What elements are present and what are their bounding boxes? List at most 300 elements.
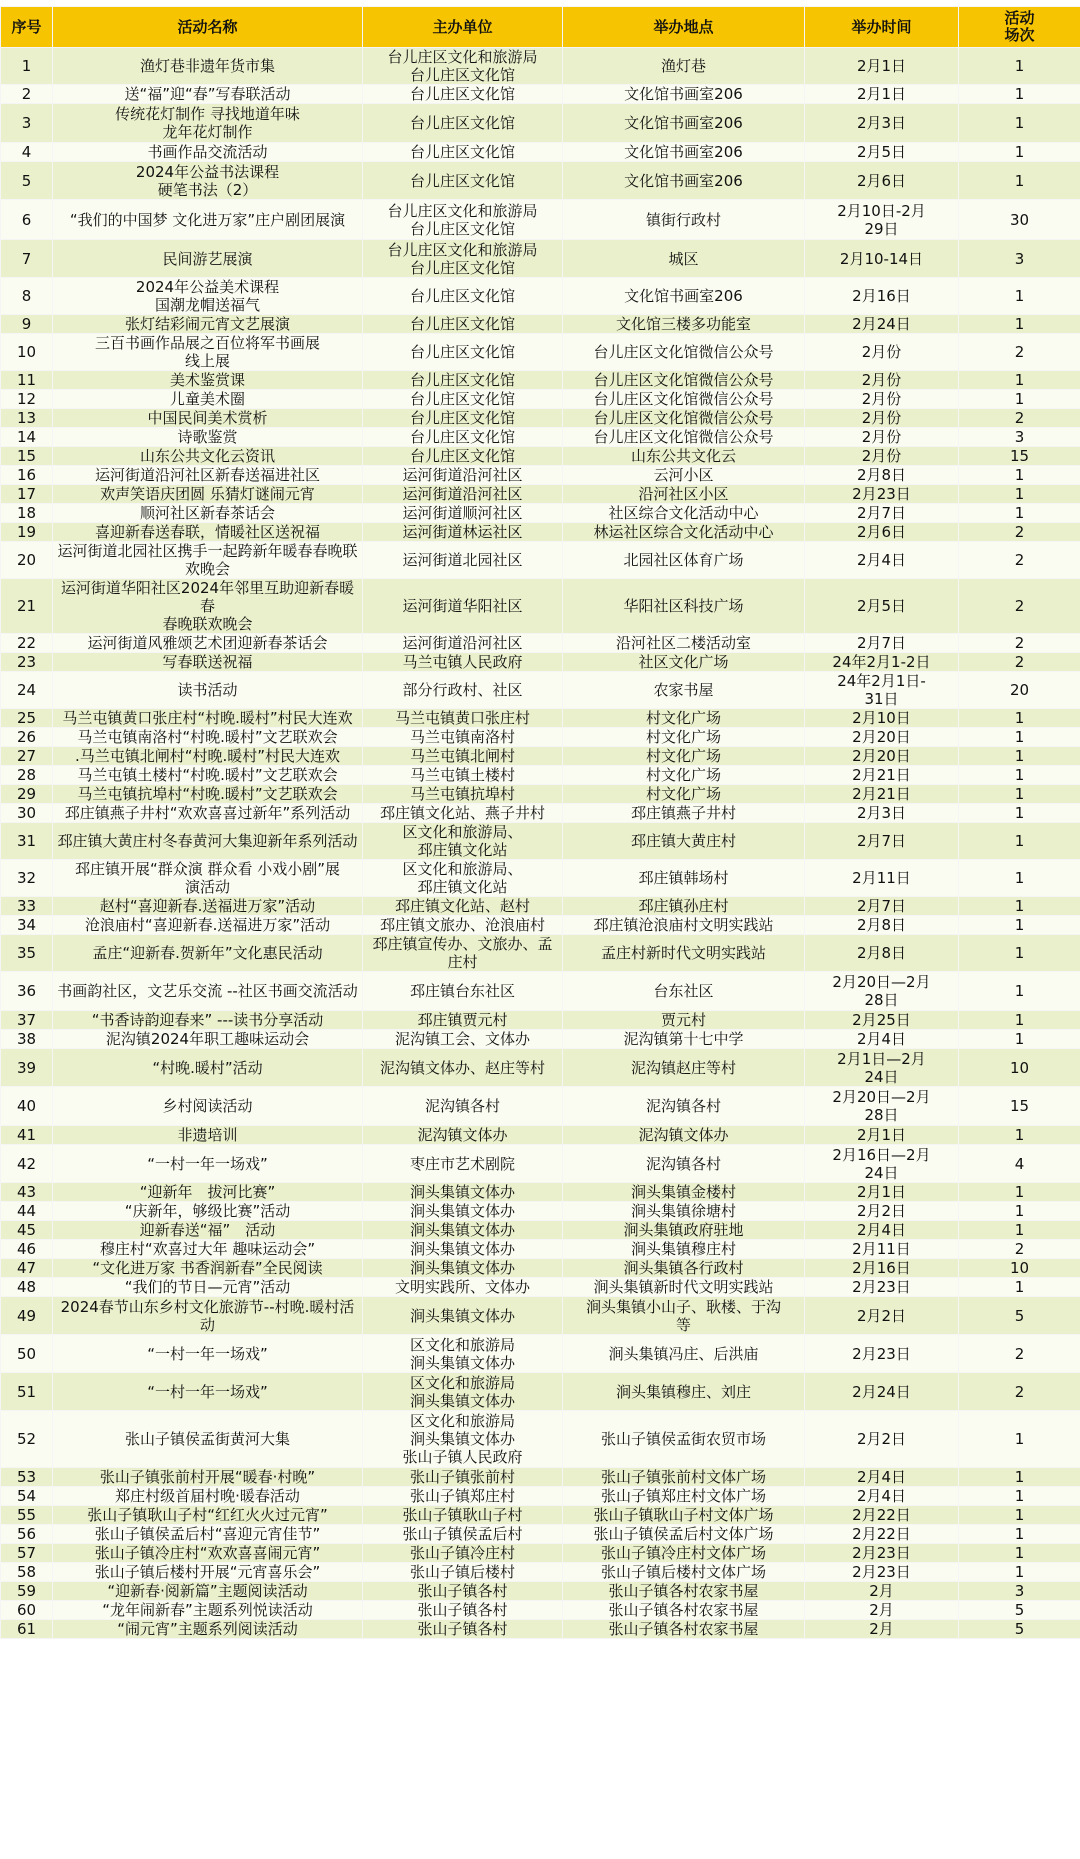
cell-index: 38 <box>1 1030 53 1049</box>
cell-date: 2月10日 <box>805 709 959 728</box>
cell-index: 44 <box>1 1202 53 1221</box>
cell-index: 8 <box>1 278 53 315</box>
cell-date: 2月 <box>805 1582 959 1601</box>
cell-activity-name: 张山子镇张前村开展“暖春·村晚” <box>53 1468 363 1487</box>
cell-organizer: 涧头集镇文体办 <box>363 1183 563 1202</box>
cell-index: 49 <box>1 1297 53 1335</box>
cell-session-count: 2 <box>959 634 1080 653</box>
table-row <box>1 1601 1080 1620</box>
cell-organizer: 邳庄镇文化站、燕子井村 <box>363 804 563 823</box>
cell-venue: 文化馆书画室206 <box>563 85 805 104</box>
cell-venue: 台儿庄区文化馆微信公众号 <box>563 409 805 428</box>
cell-index: 29 <box>1 785 53 804</box>
cell-organizer: 张山子镇后楼村 <box>363 1563 563 1582</box>
cell-organizer: 台儿庄区文化馆 <box>363 315 563 334</box>
cell-index: 17 <box>1 485 53 504</box>
cell-date: 2月16日—2月 24日 <box>805 1145 959 1183</box>
cell-organizer: 泥沟镇文体办、赵庄等村 <box>363 1049 563 1087</box>
table-row <box>1 1278 1080 1297</box>
cell-session-count: 1 <box>959 916 1080 935</box>
cell-session-count: 1 <box>959 785 1080 804</box>
cell-session-count: 2 <box>959 334 1080 371</box>
cell-index: 47 <box>1 1259 53 1278</box>
cell-venue: 涧头集镇小山子、耿楼、于沟 等 <box>563 1297 805 1335</box>
cell-activity-name: 邳庄镇开展“群众演 群众看 小戏小剧”展 演活动 <box>53 860 363 897</box>
table-row <box>1 1087 1080 1126</box>
cell-organizer: 张山子镇各村 <box>363 1601 563 1620</box>
table-row <box>1 653 1080 672</box>
table-row <box>1 1297 1080 1335</box>
cell-session-count: 1 <box>959 1411 1080 1468</box>
cell-organizer: 马兰屯镇南洛村 <box>363 728 563 747</box>
cell-venue: 云河小区 <box>563 466 805 485</box>
cell-session-count: 1 <box>959 48 1080 85</box>
cell-index: 16 <box>1 466 53 485</box>
cell-date: 2月份 <box>805 409 959 428</box>
table-row <box>1 162 1080 200</box>
cell-activity-name: 运河街道风雅颂艺术团迎新春茶话会 <box>53 634 363 653</box>
cell-session-count: 5 <box>959 1601 1080 1620</box>
cell-date: 2月份 <box>805 371 959 390</box>
cell-index: 14 <box>1 428 53 447</box>
table-row <box>1 390 1080 409</box>
table-row <box>1 1145 1080 1183</box>
cell-date: 2月1日 <box>805 48 959 85</box>
cell-session-count: 1 <box>959 823 1080 860</box>
cell-venue: 华阳社区科技广场 <box>563 579 805 634</box>
table-row <box>1 504 1080 523</box>
cell-index: 55 <box>1 1506 53 1525</box>
cell-venue: 涧头集镇徐塘村 <box>563 1202 805 1221</box>
table-row <box>1 85 1080 104</box>
cell-date: 2月20日—2月 28日 <box>805 1087 959 1126</box>
cell-date: 2月5日 <box>805 579 959 634</box>
cell-date: 2月11日 <box>805 860 959 897</box>
cell-session-count: 30 <box>959 200 1080 240</box>
cell-index: 23 <box>1 653 53 672</box>
cell-session-count: 1 <box>959 860 1080 897</box>
table-row <box>1 48 1080 85</box>
table-row <box>1 766 1080 785</box>
cell-organizer: 台儿庄区文化馆 <box>363 334 563 371</box>
cell-index: 37 <box>1 1011 53 1030</box>
cell-session-count: 1 <box>959 1126 1080 1145</box>
cell-index: 7 <box>1 240 53 278</box>
cell-session-count: 2 <box>959 1335 1080 1373</box>
cell-session-count: 1 <box>959 371 1080 390</box>
cell-venue: 涧头集镇政府驻地 <box>563 1221 805 1240</box>
cell-organizer: 区文化和旅游局、 邳庄镇文化站 <box>363 860 563 897</box>
cell-date: 2月22日 <box>805 1525 959 1544</box>
cell-session-count: 1 <box>959 804 1080 823</box>
table-row <box>1 1126 1080 1145</box>
cell-session-count: 1 <box>959 315 1080 334</box>
cell-activity-name: “一村一年一场戏” <box>53 1335 363 1373</box>
table-row <box>1 1563 1080 1582</box>
cell-venue: 村文化广场 <box>563 728 805 747</box>
cell-venue: 张山子镇耿山子村文体广场 <box>563 1506 805 1525</box>
cell-date: 2月23日 <box>805 485 959 504</box>
cell-index: 53 <box>1 1468 53 1487</box>
cell-index: 31 <box>1 823 53 860</box>
cell-organizer: 张山子镇冷庄村 <box>363 1544 563 1563</box>
cell-index: 1 <box>1 48 53 85</box>
cell-date: 2月7日 <box>805 823 959 860</box>
table-row <box>1 860 1080 897</box>
cell-activity-name: 喜迎新春送春联，情暖社区送祝福 <box>53 523 363 542</box>
cell-index: 15 <box>1 447 53 466</box>
cell-activity-name: 2024年公益美术课程 国潮龙帽送福气 <box>53 278 363 315</box>
cell-activity-name: “我们的中国梦 文化进万家”庄户剧团展演 <box>53 200 363 240</box>
cell-index: 33 <box>1 897 53 916</box>
table-row <box>1 240 1080 278</box>
table-row <box>1 1582 1080 1601</box>
cell-activity-name: 书画韵社区，文艺乐交流 --社区书画交流活动 <box>53 972 363 1011</box>
table-row <box>1 1373 1080 1411</box>
cell-organizer: 台儿庄区文化和旅游局 台儿庄区文化馆 <box>363 240 563 278</box>
cell-organizer: 枣庄市艺术剧院 <box>363 1145 563 1183</box>
table-row <box>1 672 1080 709</box>
cell-venue: 沿河社区二楼活动室 <box>563 634 805 653</box>
cell-index: 59 <box>1 1582 53 1601</box>
activity-table <box>0 6 1080 1639</box>
table-header-row <box>1 7 1080 48</box>
cell-date: 2月16日 <box>805 278 959 315</box>
cell-organizer: 台儿庄区文化和旅游局 台儿庄区文化馆 <box>363 200 563 240</box>
cell-index: 52 <box>1 1411 53 1468</box>
cell-date: 2月23日 <box>805 1335 959 1373</box>
cell-date: 2月8日 <box>805 935 959 972</box>
table-row <box>1 1049 1080 1087</box>
cell-venue: 农家书屋 <box>563 672 805 709</box>
cell-date: 2月 <box>805 1601 959 1620</box>
table-row <box>1 804 1080 823</box>
cell-activity-name: 赵村“喜迎新春.送福进万家”活动 <box>53 897 363 916</box>
cell-activity-name: “一村一年一场戏” <box>53 1373 363 1411</box>
cell-date: 2月2日 <box>805 1411 959 1468</box>
header-session-count: 活动 场次 <box>959 7 1080 48</box>
cell-venue: 孟庄村新时代文明实践站 <box>563 935 805 972</box>
table-row <box>1 1506 1080 1525</box>
cell-activity-name: 邳庄镇大黄庄村冬春黄河大集迎新年系列活动 <box>53 823 363 860</box>
cell-index: 61 <box>1 1620 53 1639</box>
cell-index: 36 <box>1 972 53 1011</box>
cell-venue: 张山子镇各村农家书屋 <box>563 1620 805 1639</box>
cell-activity-name: 中国民间美术赏析 <box>53 409 363 428</box>
cell-session-count: 2 <box>959 653 1080 672</box>
cell-organizer: 张山子镇张前村 <box>363 1468 563 1487</box>
cell-session-count: 1 <box>959 1525 1080 1544</box>
cell-venue: 台儿庄区文化馆微信公众号 <box>563 334 805 371</box>
cell-organizer: 运河街道林运社区 <box>363 523 563 542</box>
cell-index: 20 <box>1 542 53 579</box>
cell-organizer: 运河街道华阳社区 <box>363 579 563 634</box>
cell-organizer: 泥沟镇各村 <box>363 1087 563 1126</box>
cell-date: 2月4日 <box>805 542 959 579</box>
cell-organizer: 马兰屯镇黄口张庄村 <box>363 709 563 728</box>
cell-organizer: 台儿庄区文化馆 <box>363 143 563 162</box>
cell-session-count: 1 <box>959 1183 1080 1202</box>
cell-venue: 文化馆书画室206 <box>563 278 805 315</box>
cell-venue: 北园社区体育广场 <box>563 542 805 579</box>
cell-organizer: 张山子镇郑庄村 <box>363 1487 563 1506</box>
cell-date: 2月1日—2月 24日 <box>805 1049 959 1087</box>
cell-organizer: 邳庄镇宣传办、文旅办、孟 庄村 <box>363 935 563 972</box>
cell-session-count: 1 <box>959 1278 1080 1297</box>
cell-session-count: 1 <box>959 935 1080 972</box>
cell-organizer: 台儿庄区文化馆 <box>363 371 563 390</box>
cell-date: 2月1日 <box>805 1126 959 1145</box>
cell-session-count: 10 <box>959 1259 1080 1278</box>
cell-date: 2月24日 <box>805 315 959 334</box>
cell-session-count: 3 <box>959 1582 1080 1601</box>
cell-index: 41 <box>1 1126 53 1145</box>
table-body <box>1 48 1080 1639</box>
cell-activity-name: 运河街道沿河社区新春送福进社区 <box>53 466 363 485</box>
cell-session-count: 15 <box>959 1087 1080 1126</box>
cell-venue: 张山子镇后楼村文体广场 <box>563 1563 805 1582</box>
table-row <box>1 1468 1080 1487</box>
cell-session-count: 2 <box>959 579 1080 634</box>
cell-session-count: 1 <box>959 85 1080 104</box>
cell-organizer: 张山子镇各村 <box>363 1582 563 1601</box>
cell-venue: 山东公共文化云 <box>563 447 805 466</box>
cell-session-count: 1 <box>959 162 1080 200</box>
cell-date: 2月10-14日 <box>805 240 959 278</box>
cell-activity-name: 运河街道华阳社区2024年邻里互助迎新春暖春 春晚联欢晚会 <box>53 579 363 634</box>
cell-date: 2月5日 <box>805 143 959 162</box>
cell-organizer: 区文化和旅游局 涧头集镇文体办 <box>363 1373 563 1411</box>
cell-date: 2月23日 <box>805 1563 959 1582</box>
cell-activity-name: 张山子镇耿山子村“红红火火过元宵” <box>53 1506 363 1525</box>
cell-activity-name: 孟庄“迎新春.贺新年”文化惠民活动 <box>53 935 363 972</box>
cell-venue: 邳庄镇沧浪庙村文明实践站 <box>563 916 805 935</box>
cell-venue: 台儿庄区文化馆微信公众号 <box>563 428 805 447</box>
cell-organizer: 区文化和旅游局 涧头集镇文体办 <box>363 1335 563 1373</box>
cell-index: 46 <box>1 1240 53 1259</box>
cell-session-count: 1 <box>959 897 1080 916</box>
cell-organizer: 涧头集镇文体办 <box>363 1202 563 1221</box>
cell-session-count: 2 <box>959 523 1080 542</box>
cell-date: 2月份 <box>805 334 959 371</box>
table-row <box>1 897 1080 916</box>
cell-venue: 城区 <box>563 240 805 278</box>
cell-venue: 涧头集镇新时代文明实践站 <box>563 1278 805 1297</box>
table-row <box>1 709 1080 728</box>
cell-activity-name: “书香诗韵迎春来” ---读书分享活动 <box>53 1011 363 1030</box>
cell-index: 2 <box>1 85 53 104</box>
table-row <box>1 1202 1080 1221</box>
cell-venue: 张山子镇侯孟后村文体广场 <box>563 1525 805 1544</box>
table-row <box>1 278 1080 315</box>
cell-date: 2月8日 <box>805 466 959 485</box>
cell-activity-name: 马兰屯镇抗埠村“村晚.暖村”文艺联欢会 <box>53 785 363 804</box>
cell-activity-name: 迎新春送“福” 活动 <box>53 1221 363 1240</box>
cell-index: 26 <box>1 728 53 747</box>
cell-activity-name: 马兰屯镇南洛村“村晚.暖村”文艺联欢会 <box>53 728 363 747</box>
cell-date: 2月21日 <box>805 785 959 804</box>
cell-date: 2月3日 <box>805 104 959 143</box>
cell-organizer: 运河街道沿河社区 <box>363 485 563 504</box>
cell-activity-name: 张山子镇侯孟街黄河大集 <box>53 1411 363 1468</box>
cell-venue: 台儿庄区文化馆微信公众号 <box>563 371 805 390</box>
cell-activity-name: 张山子镇侯孟后村“喜迎元宵佳节” <box>53 1525 363 1544</box>
header-activity-name: 活动名称 <box>53 7 363 48</box>
cell-index: 40 <box>1 1087 53 1126</box>
cell-session-count: 1 <box>959 485 1080 504</box>
cell-activity-name: 张山子镇后楼村开展“元宵喜乐会” <box>53 1563 363 1582</box>
cell-index: 28 <box>1 766 53 785</box>
cell-index: 21 <box>1 579 53 634</box>
cell-index: 18 <box>1 504 53 523</box>
cell-session-count: 15 <box>959 447 1080 466</box>
cell-index: 51 <box>1 1373 53 1411</box>
cell-venue: 涧头集镇各行政村 <box>563 1259 805 1278</box>
table-row <box>1 1620 1080 1639</box>
cell-organizer: 泥沟镇工会、文体办 <box>363 1030 563 1049</box>
cell-index: 34 <box>1 916 53 935</box>
table-row <box>1 1259 1080 1278</box>
cell-venue: 泥沟镇赵庄等村 <box>563 1049 805 1087</box>
cell-activity-name: 送“福”迎“春”写春联活动 <box>53 85 363 104</box>
cell-date: 2月20日 <box>805 747 959 766</box>
cell-organizer: 张山子镇各村 <box>363 1620 563 1639</box>
cell-date: 2月4日 <box>805 1030 959 1049</box>
cell-organizer: 部分行政村、社区 <box>363 672 563 709</box>
cell-index: 27 <box>1 747 53 766</box>
header-date: 举办时间 <box>805 7 959 48</box>
cell-activity-name: “迎新春·阅新篇”主题阅读活动 <box>53 1582 363 1601</box>
cell-session-count: 1 <box>959 1468 1080 1487</box>
cell-index: 39 <box>1 1049 53 1087</box>
cell-index: 6 <box>1 200 53 240</box>
table-row <box>1 1011 1080 1030</box>
cell-activity-name: 张灯结彩闹元宵文艺展演 <box>53 315 363 334</box>
cell-activity-name: 诗歌鉴赏 <box>53 428 363 447</box>
cell-activity-name: 书画作品交流活动 <box>53 143 363 162</box>
table-row <box>1 823 1080 860</box>
cell-organizer: 台儿庄区文化馆 <box>363 409 563 428</box>
cell-index: 4 <box>1 143 53 162</box>
cell-date: 2月20日 <box>805 728 959 747</box>
cell-venue: 文化馆书画室206 <box>563 104 805 143</box>
cell-activity-name: “村晚.暖村”活动 <box>53 1049 363 1087</box>
table-row <box>1 1240 1080 1259</box>
cell-venue: 张山子镇冷庄村文体广场 <box>563 1544 805 1563</box>
cell-venue: 张山子镇张前村文体广场 <box>563 1468 805 1487</box>
cell-venue: 邳庄镇大黄庄村 <box>563 823 805 860</box>
cell-organizer: 涧头集镇文体办 <box>363 1259 563 1278</box>
cell-organizer: 台儿庄区文化馆 <box>363 447 563 466</box>
cell-date: 2月2日 <box>805 1202 959 1221</box>
cell-index: 9 <box>1 315 53 334</box>
cell-activity-name: 2024年公益书法课程 硬笔书法（2） <box>53 162 363 200</box>
cell-venue: 文化馆书画室206 <box>563 162 805 200</box>
cell-venue: 台东社区 <box>563 972 805 1011</box>
table-row <box>1 1221 1080 1240</box>
cell-session-count: 3 <box>959 240 1080 278</box>
cell-organizer: 运河街道顺河社区 <box>363 504 563 523</box>
table-row <box>1 334 1080 371</box>
cell-session-count: 1 <box>959 143 1080 162</box>
cell-activity-name: 马兰屯镇黄口张庄村“村晚.暖村”村民大连欢 <box>53 709 363 728</box>
cell-activity-name: 穆庄村“欢喜过大年 趣味运动会” <box>53 1240 363 1259</box>
cell-date: 2月4日 <box>805 1468 959 1487</box>
table-row <box>1 916 1080 935</box>
cell-venue: 张山子镇郑庄村文体广场 <box>563 1487 805 1506</box>
cell-organizer: 区文化和旅游局、 邳庄镇文化站 <box>363 823 563 860</box>
cell-activity-name: 山东公共文化云资讯 <box>53 447 363 466</box>
cell-session-count: 2 <box>959 409 1080 428</box>
cell-date: 2月21日 <box>805 766 959 785</box>
cell-date: 2月16日 <box>805 1259 959 1278</box>
cell-index: 22 <box>1 634 53 653</box>
cell-index: 19 <box>1 523 53 542</box>
cell-venue: 村文化广场 <box>563 766 805 785</box>
header-index: 序号 <box>1 7 53 48</box>
cell-date: 2月4日 <box>805 1221 959 1240</box>
cell-activity-name: 沧浪庙村“喜迎新春.送福进万家”活动 <box>53 916 363 935</box>
cell-venue: 邳庄镇韩场村 <box>563 860 805 897</box>
cell-index: 45 <box>1 1221 53 1240</box>
cell-session-count: 5 <box>959 1620 1080 1639</box>
cell-activity-name: 顺河社区新春茶话会 <box>53 504 363 523</box>
header-organizer: 主办单位 <box>363 7 563 48</box>
cell-organizer: 涧头集镇文体办 <box>363 1297 563 1335</box>
cell-date: 2月23日 <box>805 1278 959 1297</box>
cell-venue: 林运社区综合文化活动中心 <box>563 523 805 542</box>
cell-activity-name: .马兰屯镇北闸村“村晚.暖村”村民大连欢 <box>53 747 363 766</box>
cell-activity-name: “我们的节日—元宵”活动 <box>53 1278 363 1297</box>
cell-venue: 邳庄镇燕子井村 <box>563 804 805 823</box>
table-row <box>1 143 1080 162</box>
cell-index: 5 <box>1 162 53 200</box>
cell-venue: 张山子镇侯孟街农贸市场 <box>563 1411 805 1468</box>
cell-session-count: 1 <box>959 466 1080 485</box>
cell-activity-name: “庆新年，够级比赛”活动 <box>53 1202 363 1221</box>
cell-date: 2月7日 <box>805 897 959 916</box>
cell-venue: 社区文化广场 <box>563 653 805 672</box>
cell-date: 24年2月1-2日 <box>805 653 959 672</box>
cell-session-count: 1 <box>959 104 1080 143</box>
cell-organizer: 运河街道沿河社区 <box>363 466 563 485</box>
cell-index: 43 <box>1 1183 53 1202</box>
cell-organizer: 泥沟镇文体办 <box>363 1126 563 1145</box>
table-row <box>1 200 1080 240</box>
cell-organizer: 运河街道沿河社区 <box>363 634 563 653</box>
cell-index: 58 <box>1 1563 53 1582</box>
table-row <box>1 447 1080 466</box>
cell-venue: 泥沟镇各村 <box>563 1145 805 1183</box>
cell-venue: 沿河社区小区 <box>563 485 805 504</box>
table-row <box>1 1487 1080 1506</box>
cell-index: 35 <box>1 935 53 972</box>
cell-organizer: 邳庄镇文化站、赵村 <box>363 897 563 916</box>
cell-activity-name: 泥沟镇2024年职工趣味运动会 <box>53 1030 363 1049</box>
cell-activity-name: 郑庄村级首届村晚·暖春活动 <box>53 1487 363 1506</box>
cell-organizer: 马兰屯镇抗埠村 <box>363 785 563 804</box>
table-row <box>1 747 1080 766</box>
cell-date: 2月25日 <box>805 1011 959 1030</box>
cell-session-count: 2 <box>959 542 1080 579</box>
cell-activity-name: “龙年闹新春”主题系列悦读活动 <box>53 1601 363 1620</box>
cell-session-count: 1 <box>959 1202 1080 1221</box>
table-row <box>1 428 1080 447</box>
cell-organizer: 马兰屯镇土楼村 <box>363 766 563 785</box>
cell-session-count: 1 <box>959 1011 1080 1030</box>
cell-organizer: 马兰屯镇北闸村 <box>363 747 563 766</box>
cell-organizer: 台儿庄区文化和旅游局 台儿庄区文化馆 <box>363 48 563 85</box>
